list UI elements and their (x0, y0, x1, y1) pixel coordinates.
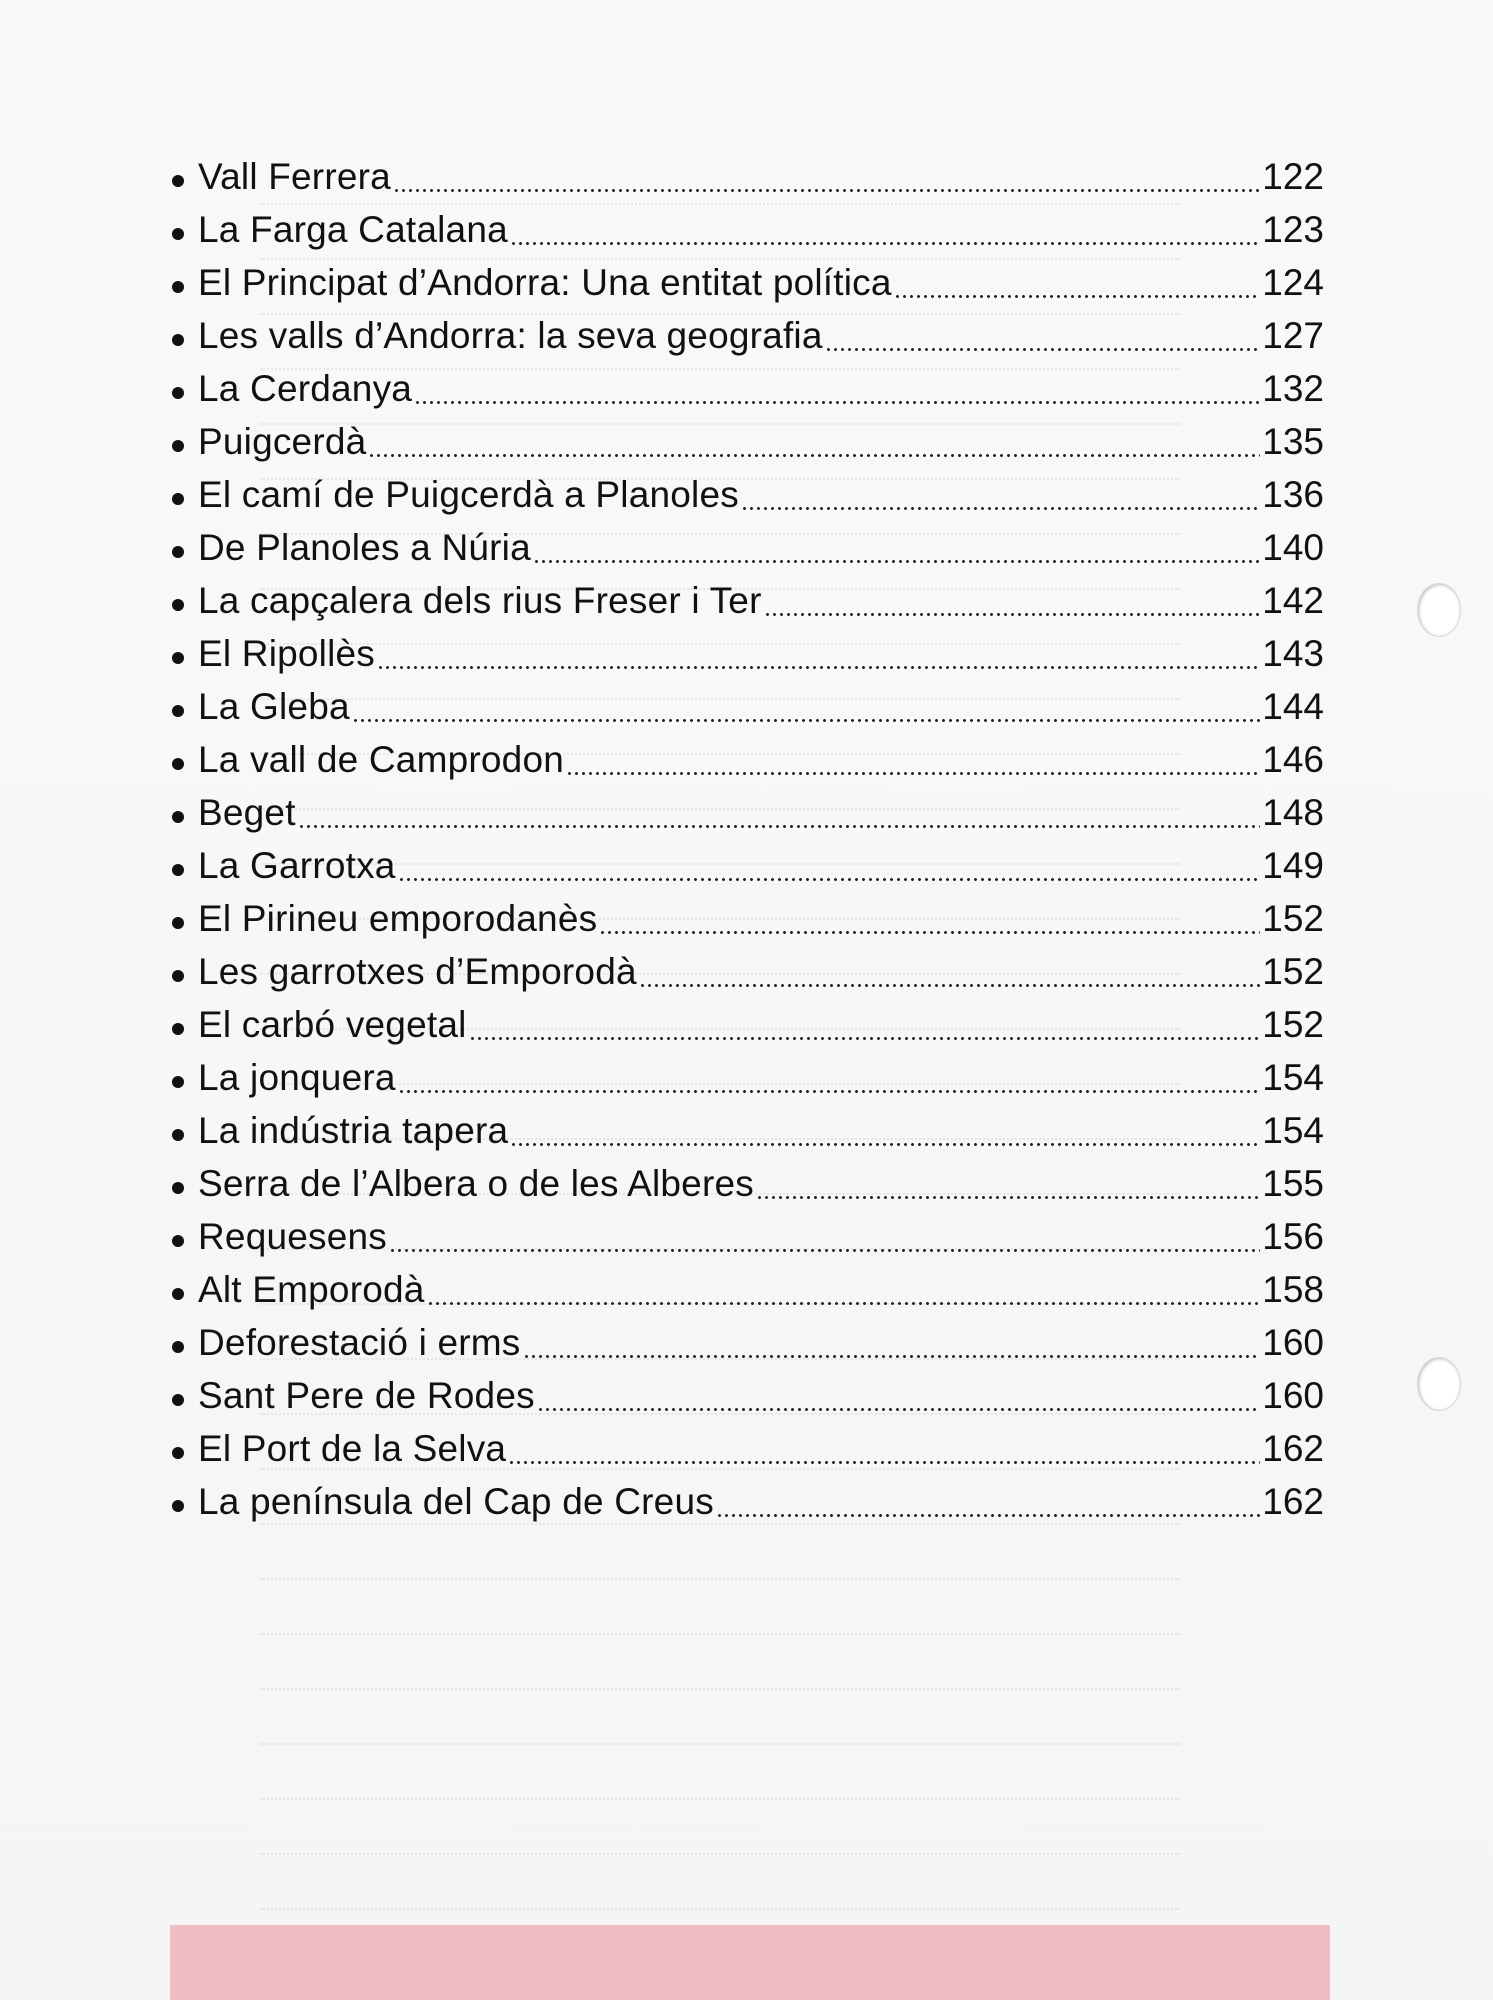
dot-leader (764, 612, 1261, 617)
toc-entry-title: La Cerdanya (198, 368, 413, 409)
show-through-line (260, 1635, 1180, 1690)
bullet-icon (172, 652, 184, 664)
toc-entry-title: El Pirineu emporodanès (198, 898, 598, 939)
toc-entry-title: Sant Pere de Rodes (198, 1375, 535, 1416)
toc-entry-title: El camí de Puigcerdà a Planoles (198, 474, 739, 515)
bullet-icon (172, 546, 184, 558)
toc-entry-title: El carbó vegetal (198, 1004, 467, 1045)
toc-entry-page-number: 162 (1262, 1481, 1324, 1522)
bullet-icon (172, 705, 184, 717)
bullet-icon (172, 387, 184, 399)
dot-leader (741, 506, 1260, 511)
toc-entry (172, 1157, 1324, 1210)
toc-entry-page-number: 144 (1262, 686, 1324, 727)
bullet-icon (172, 493, 184, 505)
toc-entry-title: La Gleba (198, 686, 350, 727)
punch-hole-bottom (1418, 1358, 1460, 1410)
show-through-line (260, 1580, 1180, 1635)
toc-entry-page-number: 155 (1262, 1163, 1324, 1204)
bullet-icon (172, 440, 184, 452)
dot-leader (389, 1248, 1260, 1253)
toc-entry-title: La capçalera dels rius Freser i Ter (198, 580, 762, 621)
toc-entry-title: Les garrotxes d’Emporodà (198, 951, 637, 992)
toc-entry-page-number: 148 (1262, 792, 1324, 833)
dot-leader (393, 188, 1260, 193)
show-through-line (260, 1745, 1180, 1800)
bullet-icon (172, 1288, 184, 1300)
toc-entry (172, 839, 1324, 892)
dot-leader (414, 400, 1260, 405)
bullet-icon (172, 599, 184, 611)
bullet-icon (172, 1076, 184, 1088)
dot-leader (894, 294, 1261, 299)
dot-leader (398, 877, 1261, 882)
bullet-icon (172, 1447, 184, 1459)
toc-entry-title: De Planoles a Núria (198, 527, 531, 568)
toc-entry (172, 1263, 1324, 1316)
toc-entry (172, 1051, 1324, 1104)
toc-entry (172, 1316, 1324, 1369)
dot-leader (566, 771, 1260, 776)
dot-leader (352, 718, 1260, 723)
toc-entry (172, 786, 1324, 839)
toc-entry-title: Beget (198, 792, 296, 833)
toc-entry-page-number: 154 (1262, 1110, 1324, 1151)
toc-entry-page-number: 123 (1262, 209, 1324, 250)
toc-entry-title: Puigcerdà (198, 421, 367, 462)
toc-entry (172, 309, 1324, 362)
toc-entry-title: Requesens (198, 1216, 387, 1257)
toc-entry (172, 203, 1324, 256)
bullet-icon (172, 175, 184, 187)
toc-entry-title: Alt Emporodà (198, 1269, 425, 1310)
bullet-icon (172, 1023, 184, 1035)
toc-entry-page-number: 152 (1262, 1004, 1324, 1045)
dot-leader (825, 347, 1261, 352)
dot-leader (298, 824, 1261, 829)
bullet-icon (172, 1129, 184, 1141)
dot-leader (537, 1407, 1260, 1412)
toc-entry-page-number: 160 (1262, 1375, 1324, 1416)
toc-entry-page-number: 122 (1262, 156, 1324, 197)
toc-entry (172, 256, 1324, 309)
toc-entry (172, 1104, 1324, 1157)
dot-leader (368, 453, 1260, 458)
toc-entry-title: Les valls d’Andorra: la seva geografia (198, 315, 823, 356)
dot-leader (523, 1354, 1261, 1359)
toc-entry-title: La Garrotxa (198, 845, 396, 886)
bullet-icon (172, 1341, 184, 1353)
dot-leader (469, 1036, 1261, 1041)
bullet-icon (172, 758, 184, 770)
toc-entry-title: Serra de l’Albera o de les Alberes (198, 1163, 754, 1204)
bullet-icon (172, 970, 184, 982)
punch-hole-top (1418, 584, 1460, 636)
toc-entry-page-number: 142 (1262, 580, 1324, 621)
toc-entry (172, 415, 1324, 468)
show-through-line (260, 1855, 1180, 1910)
toc-entry-page-number: 154 (1262, 1057, 1324, 1098)
toc-entry-page-number: 158 (1262, 1269, 1324, 1310)
bullet-icon (172, 281, 184, 293)
toc-entry-page-number: 149 (1262, 845, 1324, 886)
toc-entry-page-number: 140 (1262, 527, 1324, 568)
show-through-line (260, 1690, 1180, 1745)
show-through-line (260, 1800, 1180, 1855)
toc-entry (172, 1210, 1324, 1263)
toc-entry (172, 680, 1324, 733)
toc-entry-page-number: 143 (1262, 633, 1324, 674)
toc-entry (172, 574, 1324, 627)
toc-entry-page-number: 132 (1262, 368, 1324, 409)
toc-entry-page-number: 162 (1262, 1428, 1324, 1469)
toc-entry (172, 627, 1324, 680)
dot-leader (639, 983, 1261, 988)
dot-leader (716, 1513, 1260, 1518)
dot-leader (510, 241, 1260, 246)
toc-entry (172, 521, 1324, 574)
toc-entry-page-number: 160 (1262, 1322, 1324, 1363)
toc-entry-page-number: 136 (1262, 474, 1324, 515)
toc-entry (172, 892, 1324, 945)
toc-entry-title: Deforestació i erms (198, 1322, 521, 1363)
toc-entry-title: La Farga Catalana (198, 209, 508, 250)
dot-leader (377, 665, 1260, 670)
toc-entry (172, 733, 1324, 786)
toc-entry (172, 945, 1324, 998)
toc-entry (172, 1422, 1324, 1475)
bullet-icon (172, 1500, 184, 1512)
toc-entry-title: La jonquera (198, 1057, 396, 1098)
toc-entry (172, 468, 1324, 521)
dot-leader (510, 1142, 1260, 1147)
show-through-line (260, 1525, 1180, 1580)
toc-entry-title: El Port de la Selva (198, 1428, 507, 1469)
bullet-icon (172, 917, 184, 929)
bullet-icon (172, 1394, 184, 1406)
dot-leader (533, 559, 1260, 564)
toc-entry (172, 1369, 1324, 1422)
footer-color-band (170, 1925, 1330, 2000)
table-of-contents (172, 150, 1324, 1528)
toc-entry-page-number: 124 (1262, 262, 1324, 303)
bullet-icon (172, 864, 184, 876)
toc-entry (172, 998, 1324, 1051)
bullet-icon (172, 1235, 184, 1247)
toc-entry-page-number: 156 (1262, 1216, 1324, 1257)
dot-leader (427, 1301, 1261, 1306)
toc-entry (172, 362, 1324, 415)
dot-leader (398, 1089, 1261, 1094)
toc-entry-title: El Principat d’Andorra: Una entitat política (198, 262, 892, 303)
toc-entry-title: La indústria tapera (198, 1110, 509, 1151)
bullet-icon (172, 1182, 184, 1194)
bullet-icon (172, 228, 184, 240)
toc-entry (172, 150, 1324, 203)
toc-entry-title: El Ripollès (198, 633, 375, 674)
dot-leader (599, 930, 1260, 935)
bullet-icon (172, 334, 184, 346)
dot-leader (508, 1460, 1260, 1465)
toc-entry-page-number: 152 (1262, 898, 1324, 939)
toc-entry-page-number: 146 (1262, 739, 1324, 780)
toc-entry-title: Vall Ferrera (198, 156, 391, 197)
bullet-icon (172, 811, 184, 823)
toc-entry-title: La península del Cap de Creus (198, 1481, 714, 1522)
toc-entry (172, 1475, 1324, 1528)
toc-entry-title: La vall de Camprodon (198, 739, 564, 780)
toc-entry-page-number: 152 (1262, 951, 1324, 992)
toc-entry-page-number: 135 (1262, 421, 1324, 462)
toc-entry-page-number: 127 (1262, 315, 1324, 356)
dot-leader (756, 1195, 1260, 1200)
